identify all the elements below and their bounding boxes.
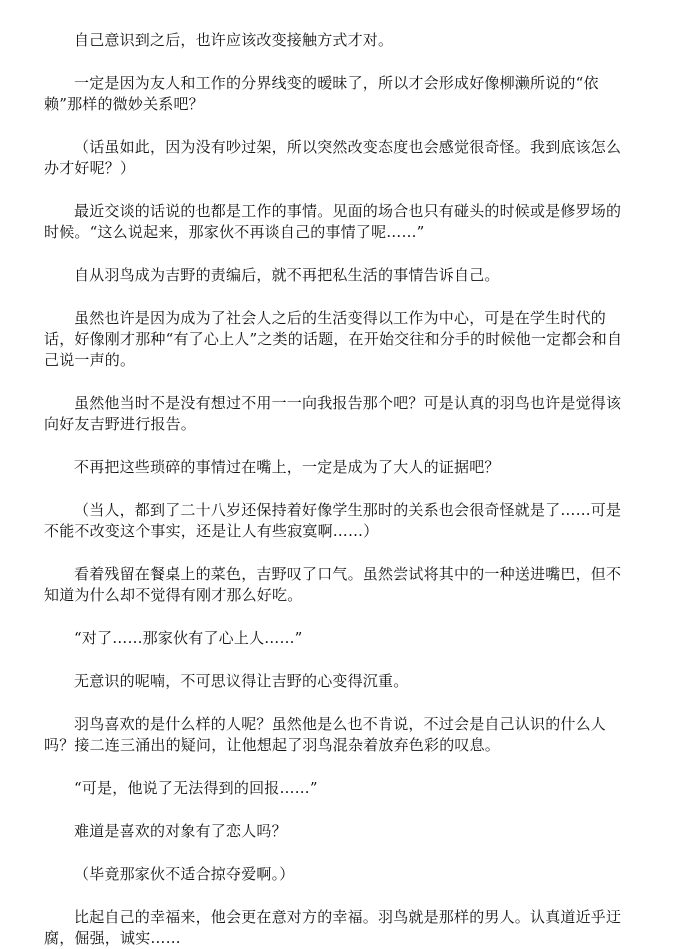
paragraph: （当人，都到了二十八岁还保持着好像学生那时的关系也会很奇怪就是了……可是不能不改变这个事实，还是让人有些寂寞啊……） (44, 501, 622, 540)
paragraph: 最近交谈的话说的也都是工作的事情。见面的场合也只有碰头的时候或是修罗场的时候。“这么说起来，那家伙不再谈自己的事情了呢……” (44, 202, 622, 241)
paragraph: 一定是因为友人和工作的分界线变的暧昧了，所以才会形成好像柳濑所说的“依赖”那样的微妙关系吧？ (44, 74, 599, 113)
paragraph: 自己意识到之后，也许应该改变接触方式才对。 (74, 31, 394, 49)
paragraph: 无意识的呢喃，不可思议得让吉野的心变得沉重。 (74, 672, 409, 690)
paragraph: 自从羽鸟成为吉野的责编后，就不再把私生活的事情告诉自己。 (74, 266, 500, 284)
paragraph: 比起自己的幸福来，他会更在意对方的幸福。羽鸟就是那样的男人。认真道近乎迂腐，倔强，诚实…… (44, 908, 622, 947)
paragraph: 虽然也许是因为成为了社会人之后的生活变得以工作为中心，可是在学生时代的话，好像刚才那种“有了心上人”之类的话题，在开始交往和分手的时候他一定都会和自己说一声的。 (44, 309, 623, 369)
paragraph: （毕竟那家伙不适合掠夺爱啊。） (74, 865, 295, 883)
paragraph: 虽然他当时不是没有想过不用一一向我报告那个吧？可是认真的羽鸟也许是觉得该向好友吉野进行报告。 (44, 394, 622, 433)
paragraph: 看着残留在餐桌上的菜色，吉野叹了口气。虽然尝试将其中的一种送进嘴巴，但不知道为什么却不觉得有刚才那么好吃。 (44, 565, 622, 604)
paragraph: “对了……那家伙有了心上人……” (74, 629, 303, 647)
paragraph: 难道是喜欢的对象有了恋人吗？ (74, 822, 287, 840)
paragraph: 不再把这些琐碎的事情过在嘴上，一定是成为了大人的证据吧？ (74, 458, 500, 476)
paragraph: 羽鸟喜欢的是什么样的人呢？虽然他是么也不肯说，不过会是自己认识的什么人吗？接二连三涌出的疑问，让他想起了羽鸟混杂着放弃色彩的叹息。 (44, 715, 607, 754)
paragraph: （话虽如此，因为没有吵过架，所以突然改变态度也会感觉很奇怪。我到底该怎么办才好呢？） (44, 138, 622, 177)
paragraph: “可是，他说了无法得到的回报……” (74, 779, 318, 797)
